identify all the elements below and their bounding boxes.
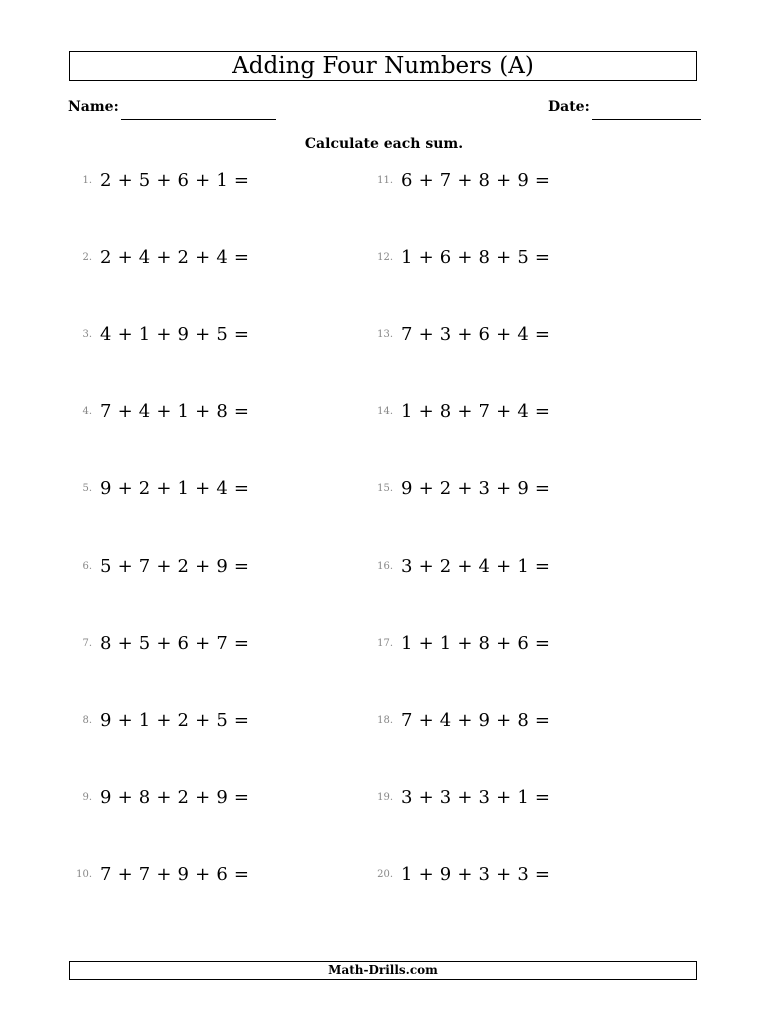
problem-number: 15. (377, 483, 393, 495)
problem-number: 3. (82, 329, 92, 341)
problem-expression: 9 + 1 + 2 + 5 = (100, 709, 250, 731)
problem-expression: 6 + 7 + 8 + 9 = (401, 170, 551, 191)
problem-expression: 1 + 9 + 3 + 3 = (401, 863, 551, 885)
problem-number: 19. (377, 791, 393, 803)
name-field[interactable] (121, 119, 276, 120)
problem-number: 18. (377, 714, 393, 726)
problem-number: 2. (82, 252, 92, 264)
problem-expression: 2 + 4 + 2 + 4 = (100, 247, 250, 269)
instructions: Calculate each sum. (304, 136, 464, 152)
problem-expression: 1 + 8 + 7 + 4 = (401, 401, 551, 423)
problem-expression: 3 + 2 + 4 + 1 = (401, 555, 551, 577)
problem-expression: 7 + 4 + 1 + 8 = (100, 401, 250, 423)
date-label: Date: (548, 99, 590, 115)
footer-source: Math-Drills.com (69, 961, 697, 980)
worksheet-title: Adding Four Numbers (A) (69, 51, 697, 81)
problem-expression: 9 + 8 + 2 + 9 = (100, 786, 250, 808)
problem-number: 10. (76, 868, 92, 880)
problem-number: 4. (82, 406, 92, 418)
problem-expression: 9 + 2 + 1 + 4 = (100, 478, 250, 500)
problem-number: 20. (377, 868, 393, 880)
problem-expression: 7 + 4 + 9 + 8 = (401, 709, 551, 731)
date-field[interactable] (592, 119, 701, 120)
problem-expression: 1 + 1 + 8 + 6 = (401, 632, 551, 654)
problem-number: 14. (377, 406, 393, 418)
problem-expression: 1 + 6 + 8 + 5 = (401, 247, 551, 269)
problem-number: 13. (377, 329, 393, 341)
problem-number: 7. (82, 637, 92, 649)
problem-expression: 7 + 3 + 6 + 4 = (401, 324, 551, 346)
problem-number: 1. (82, 175, 92, 186)
problem-number: 5. (82, 483, 92, 495)
problem-expression: 3 + 3 + 3 + 1 = (401, 786, 551, 808)
problem-expression: 8 + 5 + 6 + 7 = (100, 632, 250, 654)
problem-number: 16. (377, 560, 393, 572)
problem-number: 8. (82, 714, 92, 726)
name-label: Name: (68, 99, 119, 115)
problem-number: 12. (377, 252, 393, 264)
problem-number: 9. (82, 791, 92, 803)
problem-number: 11. (377, 175, 393, 186)
problem-expression: 4 + 1 + 9 + 5 = (100, 324, 250, 346)
problem-expression: 5 + 7 + 2 + 9 = (100, 555, 250, 577)
problem-expression: 7 + 7 + 9 + 6 = (100, 863, 250, 885)
problem-expression: 2 + 5 + 6 + 1 = (100, 170, 250, 191)
problem-number: 17. (377, 637, 393, 649)
problem-number: 6. (82, 560, 92, 572)
problem-expression: 9 + 2 + 3 + 9 = (401, 478, 551, 500)
